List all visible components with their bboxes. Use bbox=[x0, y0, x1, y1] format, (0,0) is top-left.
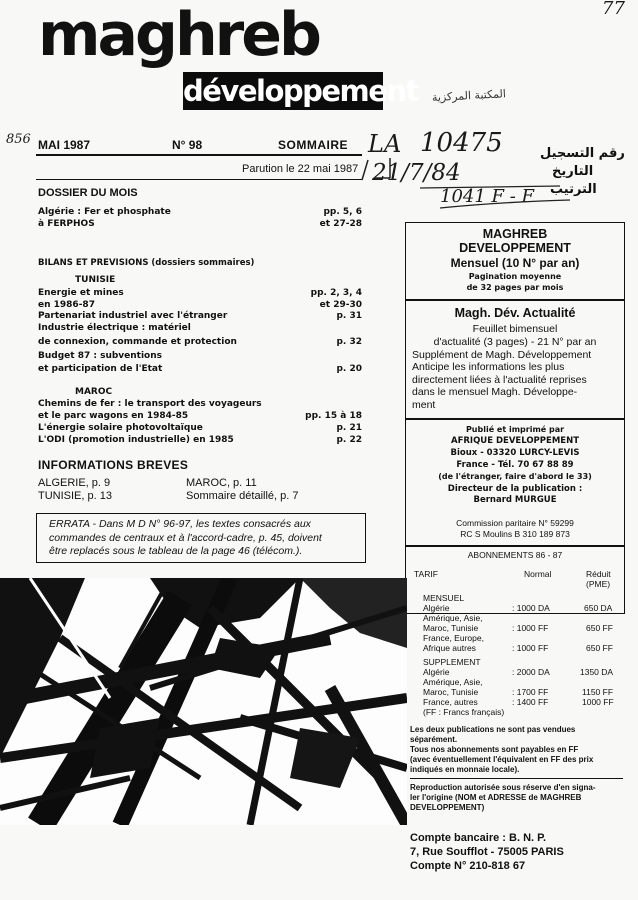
infos-heading: INFORMATIONS BREVES bbox=[38, 458, 189, 472]
tariff-normal: : 2000 DA bbox=[512, 667, 550, 677]
publisher-line: France - Tél. 70 67 88 89 bbox=[456, 460, 574, 470]
errata-box bbox=[36, 513, 366, 563]
box-separator bbox=[406, 545, 624, 547]
magazine-title: maghreb bbox=[38, 0, 319, 70]
corner-handwritten-number: 77 bbox=[602, 0, 625, 19]
col-reduit: Réduit bbox=[586, 569, 611, 579]
tariff-normal: : 1700 FF bbox=[512, 687, 549, 697]
tariff-zone: Maroc, Tunisie bbox=[423, 687, 479, 697]
dossier-line bbox=[38, 207, 362, 219]
actualite-title: Magh. Dév. Actualité bbox=[454, 306, 576, 320]
lattice-tower-photo bbox=[0, 578, 407, 825]
publication-info-box bbox=[405, 222, 625, 614]
tariff-normal: : 1000 DA bbox=[512, 603, 550, 613]
tariff-zone: Amérique, Asie, bbox=[423, 677, 483, 687]
abonnements-heading: ABONNEMENTS 86 - 87 bbox=[467, 550, 563, 560]
errata-line: être replacés sous le tableau de la page 46 (télécom.). bbox=[49, 545, 303, 557]
infos-sommaire: Sommaire détaillé, p. 7 bbox=[186, 490, 299, 502]
dossier-pages: pp. 5, 6 bbox=[323, 207, 362, 217]
toc-entry: L'ODI (promotion industrielle) en 1985 p. 22 bbox=[38, 435, 362, 445]
tariff-reduit: 650 FF bbox=[586, 643, 613, 653]
tariff-zone: Algérie bbox=[423, 667, 450, 677]
bank-account: Compte N° 210-818 67 bbox=[410, 860, 526, 872]
margin-handwritten-number: 856 bbox=[6, 132, 31, 147]
library-stamp: المكتبة المركزية bbox=[431, 87, 507, 105]
dossier-title: Algérie : Fer et phosphate bbox=[38, 207, 171, 217]
toc-entry: Partenariat industriel avec l'étranger p. 31 bbox=[38, 311, 362, 321]
payment-note: Les deux publications ne sont pas vendues séparément. Tous nos abonnements sont payables en FF (avec éventuellement l'équivalent en FF des prix indiqués en monnaie locale). bbox=[410, 725, 594, 774]
handwritten-date: 21/7/84 bbox=[372, 160, 461, 186]
tariff-zone: France, Europe, bbox=[423, 633, 484, 643]
notes-rule bbox=[410, 778, 623, 779]
box-mensuel: Mensuel (10 N° par an) bbox=[450, 256, 580, 270]
dossier-pages: et 27-28 bbox=[319, 219, 362, 229]
parution-date: Parution le 22 mai 1987 bbox=[242, 163, 359, 175]
dossier-subtitle: à FERPHOS bbox=[38, 219, 95, 229]
box-separator bbox=[406, 418, 624, 420]
ff-note: (FF : Francs français) bbox=[423, 707, 505, 717]
mensuel-label: MENSUEL bbox=[423, 593, 465, 603]
handwriting-strokes bbox=[360, 150, 620, 220]
handwritten-order-number: 1041 F - F bbox=[440, 186, 535, 207]
infos-algerie: ALGERIE, p. 9 bbox=[38, 477, 111, 489]
toc-entry: de connexion, commande et protection p. 32 bbox=[38, 337, 362, 347]
tariff-normal: : 1000 FF bbox=[512, 623, 549, 633]
issue-number: N° 98 bbox=[172, 138, 203, 152]
maroc-label: MAROC bbox=[75, 387, 113, 397]
tariff-normal: : 1000 FF bbox=[512, 643, 549, 653]
col-reduit-sub: (PME) bbox=[586, 579, 611, 589]
arabic-order-label: الترتيب bbox=[550, 182, 597, 197]
tariff-reduit: 650 FF bbox=[586, 623, 613, 633]
bank-address: 7, Rue Soufflot - 75005 PARIS bbox=[410, 846, 564, 858]
publisher-line: AFRIQUE DEVELOPPEMENT bbox=[450, 436, 579, 446]
toc-entry: Budget 87 : subventions bbox=[38, 351, 163, 361]
bilans-heading: BILANS ET PREVISIONS (dossiers sommaires) bbox=[38, 258, 255, 268]
toc-entry: L'énergie solaire photovoltaïque p. 21 bbox=[38, 423, 362, 433]
header-rule bbox=[36, 154, 362, 156]
infos-maroc: MAROC, p. 11 bbox=[186, 477, 257, 489]
box-title: DEVELOPPEMENT bbox=[459, 241, 571, 255]
parution-rule bbox=[36, 179, 362, 180]
tunisie-label: TUNISIE bbox=[75, 275, 116, 285]
col-tarif: TARIF bbox=[414, 569, 438, 579]
tariff-zone: Algérie bbox=[423, 603, 450, 613]
box-pagination: de 32 pages par mois bbox=[466, 283, 564, 292]
issue-month: MAI 1987 bbox=[38, 138, 91, 152]
tariff-reduit: 1150 FF bbox=[582, 687, 614, 697]
tariff-zone: Maroc, Tunisie bbox=[423, 623, 479, 633]
tariff-zone: Amérique, Asie, bbox=[423, 613, 483, 623]
arabic-register-label: رقم التسجيل bbox=[540, 146, 625, 161]
supplement-label: SUPPLEMENT bbox=[423, 657, 481, 667]
tariff-reduit: 1000 FF bbox=[582, 697, 614, 707]
box-pagination: Pagination moyenne bbox=[468, 272, 562, 281]
publisher-line: Publié et imprimé par bbox=[465, 425, 565, 434]
commission-line: Commission paritaire N° 59299 bbox=[456, 518, 574, 528]
errata-line: ERRATA - Dans M D N° 96-97, les textes consacrés aux bbox=[49, 518, 311, 530]
errata-line: commandes de centraux et à l'accord-cadre, p. 45, doivent bbox=[49, 531, 322, 544]
magazine-subtitle: développement bbox=[183, 74, 418, 108]
dossier-heading: DOSSIER DU MOIS bbox=[38, 187, 138, 199]
tariff-zone: Afrique autres bbox=[423, 643, 476, 653]
reproduction-note: Reproduction autorisée sous réserve d'en signa- ler l'origine (NOM et ADRESSE de MAGHREB DEVELOPPEMENT) bbox=[410, 783, 596, 812]
box-separator bbox=[406, 299, 624, 301]
arabic-date-label: التاريخ bbox=[552, 164, 594, 179]
publisher-line: Bernard MURGUE bbox=[473, 495, 557, 505]
handwritten-la: LA bbox=[368, 130, 402, 158]
box-title: MAGHREB bbox=[482, 227, 548, 241]
toc-entry: et le parc wagons en 1984-85 pp. 15 à 18 bbox=[38, 411, 362, 421]
bank-name: Compte bancaire : B. N. P. bbox=[410, 832, 547, 844]
publisher-line: Bioux - 03320 LURCY-LEVIS bbox=[450, 448, 580, 458]
publisher-line: (de l'étranger, faire d'abord le 33) bbox=[438, 472, 592, 481]
toc-entry: Industrie électrique : matériel bbox=[38, 322, 191, 333]
tariff-zone: France, autres bbox=[423, 697, 478, 707]
actualite-description: d'actualité (3 pages) - 21 N° par an Supplément de Magh. Développement Anticipe les informations les plus directement liées à l'actualité reprises dans le mensuel Magh. Développe- ment bbox=[412, 336, 597, 411]
tariff-reduit: 1350 DA bbox=[580, 667, 614, 677]
toc-entry: et participation de l'Etat p. 20 bbox=[38, 364, 362, 374]
toc-entry: Chemins de fer : le transport des voyageurs bbox=[38, 399, 262, 409]
commission-line: RC S Moulins B 310 189 873 bbox=[460, 529, 570, 539]
actualite-line: Feuillet bimensuel bbox=[472, 323, 558, 335]
toc-entry: en 1986-87 et 29-30 bbox=[38, 299, 362, 310]
publisher-line: Directeur de la publication : bbox=[447, 484, 583, 494]
dossier-line bbox=[38, 219, 362, 231]
col-normal: Normal bbox=[524, 569, 552, 579]
sommaire-heading: SOMMAIRE bbox=[278, 138, 348, 152]
toc-entry: Energie et mines pp. 2, 3, 4 bbox=[38, 288, 362, 298]
tariff-reduit: 650 DA bbox=[584, 603, 613, 613]
tariff-normal: : 1400 FF bbox=[512, 697, 549, 707]
infos-tunisie: TUNISIE, p. 13 bbox=[38, 490, 112, 502]
handwritten-register-number: 10475 bbox=[420, 128, 503, 158]
